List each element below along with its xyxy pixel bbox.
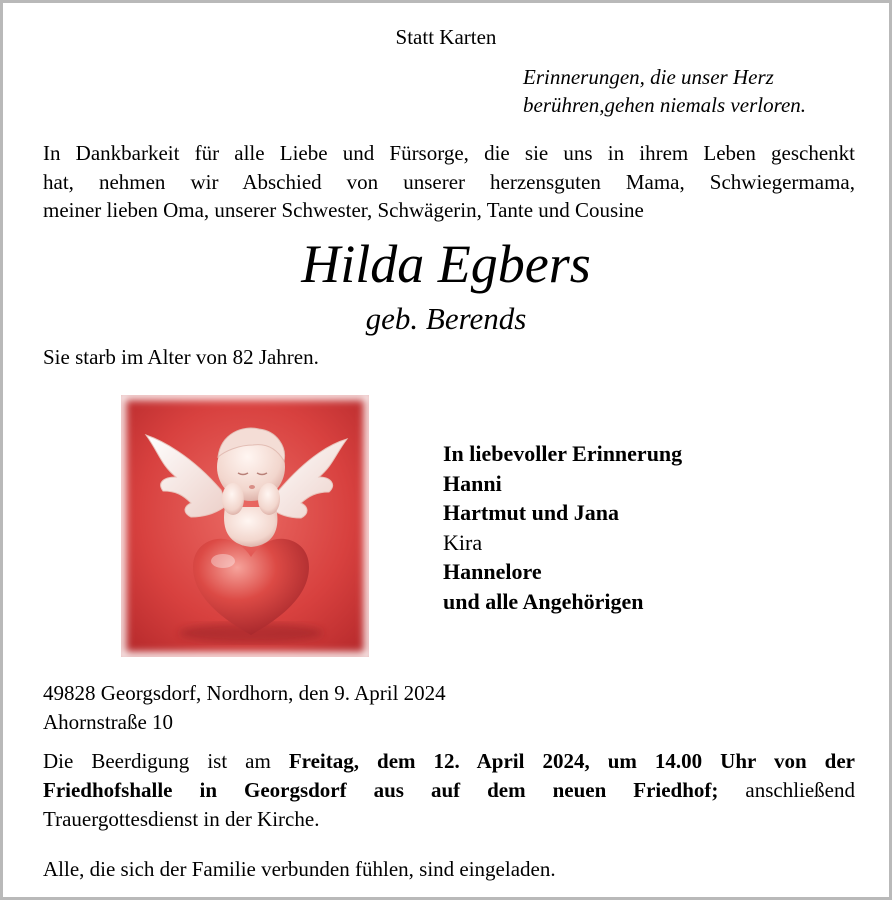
funeral-line-2 (43, 776, 855, 805)
deceased-name: Hilda Egbers (301, 234, 591, 294)
funeral-paragraph (43, 747, 855, 834)
mourner-line: Hanni (443, 470, 502, 496)
funeral-line-3: Trauergottesdienst in der Kirche. (43, 807, 320, 831)
mourner-line: In liebevoller Erinnerung (443, 441, 683, 466)
birth-name: geb. Berends (365, 301, 527, 336)
funeral-line-1 (43, 747, 855, 776)
funeral-intro-text: Die Beerdigung ist am (43, 749, 289, 773)
cherub-angel-heart-image (121, 395, 369, 657)
mourner-line: Hartmut und Jana (443, 500, 620, 525)
mourners-list (443, 439, 682, 616)
quote-line-1: Erinnerungen, die unser Herz (523, 65, 774, 89)
quote-line-2: berühren,gehen niemals verloren. (523, 93, 807, 117)
mourner-line: Hannelore (443, 559, 542, 584)
invitation-text: Alle, die sich der Familie verbunden fühlen, sind eingeladen. (43, 857, 556, 881)
intro-paragraph (43, 139, 855, 225)
funeral-date-time: Freitag, dem 12. April 2024, um 14.00 Uhr von der (288, 749, 855, 773)
intro-line-3: meiner lieben Oma, unserer Schwester, Schwägerin, Tante und Cousine (43, 198, 644, 222)
funeral-location: Friedhofshalle in Georgsdorf aus auf dem neuen Friedhof; (43, 778, 719, 802)
age-statement: Sie starb im Alter von 82 Jahren. (43, 345, 319, 369)
mourner-line: Kira (443, 529, 483, 555)
statt-karten-heading: Statt Karten (395, 25, 497, 49)
intro-line-1: In Dankbarkeit für alle Liebe und Fürsorge, die sie uns in ihrem Leben geschenkt (43, 141, 855, 165)
place-date: 49828 Georgsdorf, Nordhorn, den 9. April 2024 (43, 681, 446, 705)
mourner-line: und alle Angehörigen (443, 588, 644, 614)
funeral-followup: anschließend (718, 778, 855, 802)
address-block (43, 679, 446, 737)
intro-line-2: hat, nehmen wir Abschied von unserer herzensguten Mama, Schwiegermama, (43, 169, 855, 194)
street-address: Ahornstraße 10 (43, 710, 174, 734)
